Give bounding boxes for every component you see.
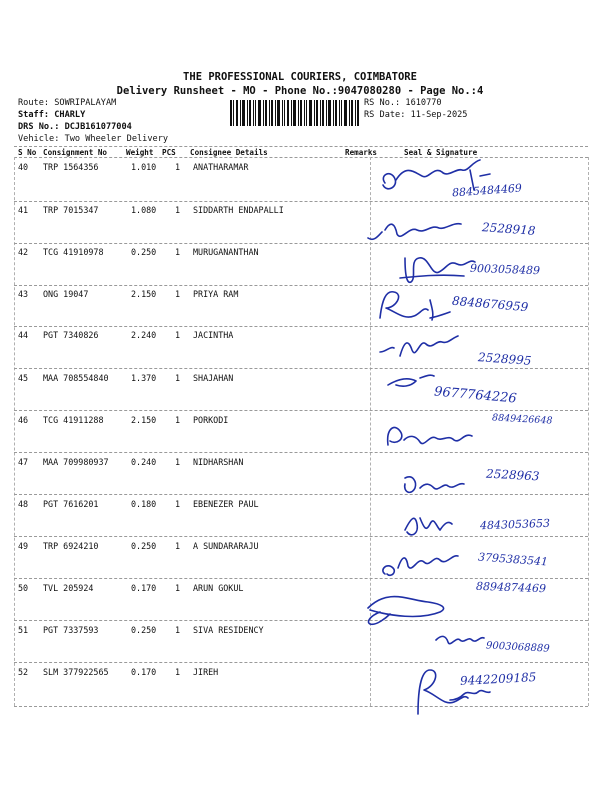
row-pcs: 1 xyxy=(175,289,181,299)
signature-50 xyxy=(368,597,444,625)
row-weight: 1.370 xyxy=(131,373,157,383)
row-consignment: TCG 41911288 xyxy=(43,415,104,425)
row-sno: 47 xyxy=(18,457,29,467)
row-sno: 48 xyxy=(18,499,29,509)
signature-51 xyxy=(436,636,484,643)
signature-41 xyxy=(368,224,461,240)
handwritten-number: 9003068889 xyxy=(485,640,550,655)
row-weight: 0.240 xyxy=(131,457,157,467)
handwritten-number: 2528963 xyxy=(485,466,540,484)
handwritten-number: 8849426648 xyxy=(491,412,553,427)
row-consignee: SIVA RESIDENCY xyxy=(193,625,264,635)
row-sno: 45 xyxy=(18,373,29,383)
col-sno: S No xyxy=(18,148,37,157)
row-pcs: 1 xyxy=(175,457,181,467)
signature-43 xyxy=(380,292,450,320)
row-pcs: 1 xyxy=(175,625,181,635)
vehicle-label: Vehicle: Two Wheeler Delivery xyxy=(18,134,169,144)
signature-45 xyxy=(388,375,434,386)
handwritten-number: 8894874469 xyxy=(475,579,547,596)
row-consignee: JACINTHA xyxy=(193,330,234,340)
row-pcs: 1 xyxy=(175,330,181,340)
signature-49 xyxy=(383,556,458,576)
row-pcs: 1 xyxy=(175,499,181,509)
handwritten-number: 3795383541 xyxy=(477,550,549,569)
signature-44 xyxy=(380,336,458,356)
drs-number: DRS No.: DCJB161077004 xyxy=(18,122,132,132)
row-consignee: ANATHARAMAR xyxy=(193,162,249,172)
signature-48 xyxy=(405,518,452,535)
row-weight: 1.010 xyxy=(131,162,157,172)
rs-number: RS No.: 1610770 xyxy=(364,98,442,108)
row-pcs: 1 xyxy=(175,162,181,172)
row-pcs: 1 xyxy=(175,583,181,593)
signature-42 xyxy=(400,258,475,282)
row-pcs: 1 xyxy=(175,415,181,425)
row-pcs: 1 xyxy=(175,373,181,383)
row-consignment: TVL 205924 xyxy=(43,583,94,593)
row-sno: 40 xyxy=(18,162,29,172)
row-sno: 51 xyxy=(18,625,29,635)
row-pcs: 1 xyxy=(175,205,181,215)
handwritten-number: 8848676959 xyxy=(451,293,529,315)
row-consignee: SHAJAHAN xyxy=(193,373,234,383)
row-sno: 50 xyxy=(18,583,29,593)
row-consignee: PORKODI xyxy=(193,415,229,425)
row-weight: 2.150 xyxy=(131,289,157,299)
row-consignment: TRP 6924210 xyxy=(43,541,99,551)
row-consignee: A SUNDARARAJU xyxy=(193,541,259,551)
handwritten-number: 9442209185 xyxy=(459,670,537,688)
col-seal-signature: Seal & Signature xyxy=(404,148,478,157)
row-consignment: MAA 709980937 xyxy=(43,457,109,467)
row-weight: 0.180 xyxy=(131,499,157,509)
staff-label: Staff: CHARLY xyxy=(18,110,86,120)
handwritten-number: 4843053653 xyxy=(479,516,551,533)
row-sno: 44 xyxy=(18,330,29,340)
rs-date: RS Date: 11-Sep-2025 xyxy=(364,110,468,120)
route-label: Route: SOWRIPALAYAM xyxy=(18,98,117,108)
row-consignment: PGT 7616201 xyxy=(43,499,99,509)
row-consignment: PGT 7340826 xyxy=(43,330,99,340)
handwritten-number: 2528918 xyxy=(481,220,536,238)
col-pcs: PCS xyxy=(162,148,176,157)
handwritten-number: 9003058489 xyxy=(469,261,541,278)
row-consignment: PGT 7337593 xyxy=(43,625,99,635)
row-consignee: MURUGANANTHAN xyxy=(193,247,259,257)
row-weight: 0.250 xyxy=(131,247,157,257)
col-consignment: Consignment No xyxy=(43,148,108,157)
company-title: THE PROFESSIONAL COURIERS, COIMBATORE xyxy=(183,71,417,83)
runsheet-title: Delivery Runsheet - MO - Phone No.:9047080280 - Page No.:4 xyxy=(116,85,484,97)
row-weight: 2.150 xyxy=(131,415,157,425)
row-consignment: ONG 19047 xyxy=(43,289,89,299)
col-remarks: Remarks xyxy=(345,148,378,157)
handwritten-number: 2528995 xyxy=(477,350,532,368)
row-consignment: TRP 1564356 xyxy=(43,162,99,172)
handwritten-number: 9677764226 xyxy=(433,384,518,407)
col-consignee: Consignee Details xyxy=(190,148,268,157)
row-consignee: SIDDARTH ENDAPALLI xyxy=(193,205,284,215)
row-consignee: PRIYA RAM xyxy=(193,289,239,299)
row-weight: 1.080 xyxy=(131,205,157,215)
row-weight: 0.250 xyxy=(131,625,157,635)
row-weight: 0.170 xyxy=(131,667,157,677)
row-sno: 42 xyxy=(18,247,29,257)
row-pcs: 1 xyxy=(175,541,181,551)
row-sno: 43 xyxy=(18,289,29,299)
row-consignment: SLM 377922565 xyxy=(43,667,109,677)
row-consignee: EBENEZER PAUL xyxy=(193,499,259,509)
row-consignment: TRP 7015347 xyxy=(43,205,99,215)
row-consignee: NIDHARSHAN xyxy=(193,457,244,467)
row-consignment: MAA 708554840 xyxy=(43,373,109,383)
row-sno: 41 xyxy=(18,205,29,215)
handwritten-number: 8845484469 xyxy=(451,181,523,200)
col-weight: Weight xyxy=(126,148,154,157)
row-weight: 0.170 xyxy=(131,583,157,593)
row-pcs: 1 xyxy=(175,247,181,257)
row-sno: 52 xyxy=(18,667,29,677)
row-pcs: 1 xyxy=(175,667,181,677)
signature-47 xyxy=(405,477,464,492)
row-sno: 46 xyxy=(18,415,29,425)
row-consignee: JIREH xyxy=(193,667,219,677)
signature-46 xyxy=(388,427,472,445)
row-consignment: TCG 41910978 xyxy=(43,247,104,257)
row-weight: 0.250 xyxy=(131,541,157,551)
row-consignee: ARUN GOKUL xyxy=(193,583,244,593)
row-sno: 49 xyxy=(18,541,29,551)
row-weight: 2.240 xyxy=(131,330,157,340)
